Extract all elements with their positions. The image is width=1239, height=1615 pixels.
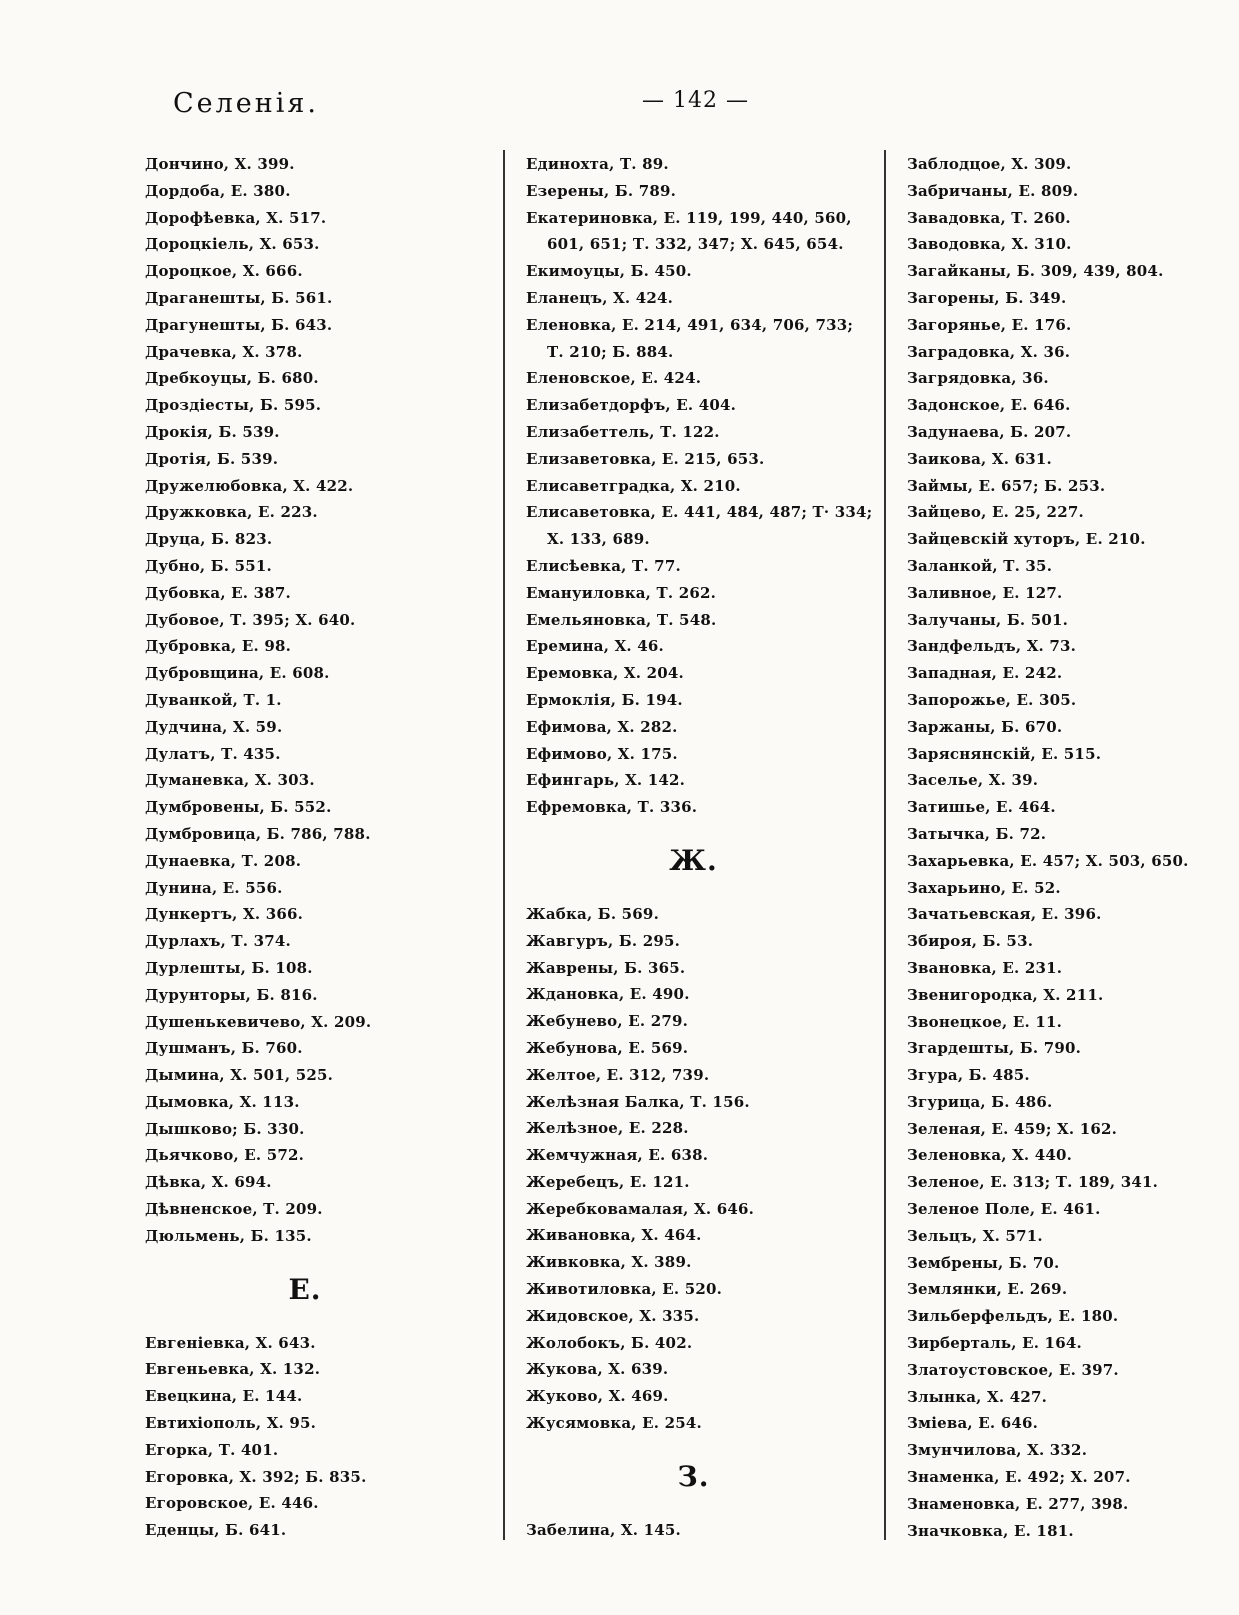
index-entry: Загорянье, Е. 176.: [907, 315, 1072, 334]
index-entry: Зачатьевская, Е. 396.: [907, 905, 1102, 924]
index-entry: Зеленое, Е. 313; Т. 189, 341.: [907, 1173, 1159, 1192]
index-entry: Златоустовское, Е. 397.: [907, 1360, 1119, 1379]
index-entry: Заикова, Х. 631.: [907, 449, 1052, 468]
index-entry: Дурлахъ, Т. 374.: [145, 932, 291, 951]
letter-heading: З.: [677, 1459, 710, 1493]
column-divider-left: [503, 150, 505, 1540]
index-entry: Дуванкой, Т. 1.: [145, 690, 282, 709]
section-title: Селенія.: [173, 88, 320, 119]
index-column-2: [526, 151, 871, 1544]
index-entry: Захарьевка, Е. 457; Х. 503, 650.: [907, 851, 1189, 870]
index-entry: Забричаны, Е. 809.: [907, 181, 1079, 200]
index-entry: Загайканы, Б. 309, 439, 804.: [907, 262, 1164, 281]
index-entry: Залучаны, Б. 501.: [907, 610, 1069, 629]
index-entry: Зеленая, Е. 459; Х. 162.: [907, 1119, 1118, 1138]
index-entry: Емельяновка, Т. 548.: [526, 610, 717, 629]
index-entry: Жолобокъ, Б. 402.: [526, 1333, 693, 1352]
index-entry: Желѣзная Балка, Т. 156.: [526, 1092, 750, 1111]
index-entry: Згурица, Б. 486.: [907, 1092, 1053, 1111]
index-entry: Ермоклія, Б. 194.: [526, 690, 683, 709]
index-entry: Знаменка, Е. 492; Х. 207.: [907, 1468, 1131, 1487]
index-entry: Дребкоуцы, Б. 680.: [145, 369, 319, 388]
index-entry: Загорены, Б. 349.: [907, 288, 1067, 307]
index-entry: Елизаветовка, Е. 215, 653.: [526, 449, 765, 468]
index-entry: Жеребковамалая, Х. 646.: [526, 1199, 755, 1218]
index-entry: Жабка, Б. 569.: [526, 904, 659, 923]
index-entry: Емануиловка, Т. 262.: [526, 583, 717, 602]
index-entry: Дубно, Б. 551.: [145, 556, 272, 575]
index-entry: Дудчина, Х. 59.: [145, 717, 283, 736]
index-entry: Жидовское, Х. 335.: [526, 1306, 700, 1325]
index-entry: Драганешты, Б. 561.: [145, 288, 333, 307]
index-entry: Збироя, Б. 53.: [907, 932, 1034, 951]
index-entry: Дулатъ, Т. 435.: [145, 744, 281, 763]
index-entry: Желтое, Е. 312, 739.: [526, 1065, 710, 1084]
index-entry: Зельцъ, Х. 571.: [907, 1226, 1043, 1245]
index-entry: Зирберталь, Е. 164.: [907, 1334, 1082, 1353]
index-entry: Дымовка, Х. 113.: [145, 1092, 300, 1111]
index-entry: Затишье, Е. 464.: [907, 798, 1056, 817]
index-entry: Живковка, Х. 389.: [526, 1253, 692, 1272]
column-divider-right: [884, 150, 886, 1540]
index-entry: Евецкина, Е. 144.: [145, 1387, 303, 1406]
index-entry: Зембрены, Б. 70.: [907, 1253, 1060, 1272]
index-entry: Згура, Б. 485.: [907, 1066, 1030, 1085]
index-entry: Зайцевскій хуторъ, Е. 210.: [907, 530, 1146, 549]
index-entry: Ефимова, Х. 282.: [526, 717, 678, 736]
index-entry: Запорожье, Е. 305.: [907, 690, 1077, 709]
index-entry: Ефремовка, Т. 336.: [526, 798, 698, 817]
index-entry: Желѣзное, Е. 228.: [526, 1119, 689, 1138]
index-entry: Дроздіесты, Б. 595.: [145, 396, 322, 415]
index-entry: Жавгуръ, Б. 295.: [526, 931, 681, 950]
index-entry: Ефимово, Х. 175.: [526, 744, 678, 763]
index-entry: Драчевка, Х. 378.: [145, 342, 303, 361]
index-entry: Дунина, Е. 556.: [145, 878, 283, 897]
index-entry: Елисаветовка, Е. 441, 484, 487; Т· 334;: [526, 503, 873, 522]
index-entry: Значковка, Е. 181.: [907, 1521, 1074, 1540]
index-entry: Еденцы, Б. 641.: [145, 1521, 287, 1540]
letter-heading: Ж.: [669, 843, 718, 877]
index-entry: Заводовка, Х. 310.: [907, 235, 1072, 254]
index-entry: Еланецъ, Х. 424.: [526, 288, 674, 307]
index-entry: Жаврены, Б. 365.: [526, 958, 686, 977]
index-entry: Думбровены, Б. 552.: [145, 798, 332, 817]
index-entry: Елизабеттель, Т. 122.: [526, 422, 720, 441]
index-entry: Егоровское, Е. 446.: [145, 1494, 319, 1513]
index-entry: Звенигородка, Х. 211.: [907, 985, 1104, 1004]
index-entry: Дончино, Х. 399.: [145, 155, 295, 173]
index-entry: Зильберфельдъ, Е. 180.: [907, 1307, 1119, 1326]
index-entry: Екатериновка, Е. 119, 199, 440, 560,: [526, 208, 852, 227]
index-entry: Дружковка, Е. 223.: [145, 503, 318, 522]
index-entry: Завадовка, Т. 260.: [907, 208, 1071, 227]
index-entry: Жебунево, Е. 279.: [526, 1012, 689, 1031]
index-entry: Дороцкіель, Х. 653.: [145, 235, 320, 254]
index-entry: Зеленовка, Х. 440.: [907, 1146, 1073, 1165]
index-entry: Заржаны, Б. 670.: [907, 717, 1063, 736]
index-entry: Загрядовка, 36.: [907, 369, 1049, 388]
index-entry: Еремина, Х. 46.: [526, 637, 664, 656]
index-entry: Зміева, Е. 646.: [907, 1414, 1039, 1433]
index-entry: Душенькевичево, Х. 209.: [145, 1012, 372, 1031]
index-entry: Зандфельдъ, Х. 73.: [907, 637, 1077, 656]
index-entry: Забелина, Х. 145.: [526, 1520, 681, 1539]
index-entry: Жусямовка, Е. 254.: [526, 1414, 702, 1433]
index-entry: Звановка, Е. 231.: [907, 958, 1063, 977]
index-entry: Дорофѣевка, Х. 517.: [145, 208, 327, 227]
index-entry: Дьячково, Е. 572.: [145, 1146, 305, 1165]
index-entry: Зеленое Поле, Е. 461.: [907, 1200, 1101, 1219]
page-number: — 142 —: [642, 88, 749, 113]
index-entry: Екимоуцы, Б. 450.: [526, 262, 692, 281]
index-column-3: [907, 151, 1227, 1544]
index-column-1: [145, 151, 485, 1544]
index-entry: Жуково, Х. 469.: [526, 1387, 669, 1406]
index-entry: Дротія, Б. 539.: [145, 449, 279, 468]
index-entry: Звонецкое, Е. 11.: [907, 1012, 1063, 1031]
index-entry: Еленовское, Е. 424.: [526, 369, 702, 388]
index-entry: Дрокія, Б. 539.: [145, 422, 280, 441]
index-entry: Заряснянскій, Е. 515.: [907, 744, 1102, 763]
index-entry: Займы, Е. 657; Б. 253.: [907, 476, 1106, 495]
index-entry: Ждановка, Е. 490.: [526, 985, 690, 1004]
index-entry: Елисаветградка, Х. 210.: [526, 476, 741, 495]
index-entry: Дурунторы, Б. 816.: [145, 985, 318, 1004]
index-entry: Заградовка, Х. 36.: [907, 342, 1071, 361]
index-entry: Езерены, Б. 789.: [526, 181, 677, 200]
index-entry: Задонское, Е. 646.: [907, 396, 1071, 415]
index-entry: Евгеньевка, Х. 132.: [145, 1360, 321, 1379]
index-entry-continuation: Т. 210; Б. 884.: [547, 342, 674, 361]
index-entry: Дункертъ, Х. 366.: [145, 905, 304, 924]
index-entry: Заливное, Е. 127.: [907, 583, 1063, 602]
index-entry: Дюльмень, Б. 135.: [145, 1226, 312, 1245]
index-entry-continuation: Х. 133, 689.: [547, 530, 650, 549]
index-entry: Дымина, Х. 501, 525.: [145, 1066, 334, 1085]
index-entry: Дубовка, Е. 387.: [145, 583, 291, 602]
index-entry: Жебунова, Е. 569.: [526, 1038, 689, 1057]
index-entry: Ефингарь, Х. 142.: [526, 771, 686, 790]
index-entry: Заблодцое, Х. 309.: [907, 155, 1072, 173]
index-entry: Еленовка, Е. 214, 491, 634, 706, 733;: [526, 315, 854, 334]
index-entry: Дѣвненское, Т. 209.: [145, 1200, 323, 1219]
index-entry: Жукова, Х. 639.: [526, 1360, 669, 1379]
index-entry: Дѣвка, Х. 694.: [145, 1173, 272, 1192]
index-entry: Злынка, Х. 427.: [907, 1387, 1048, 1406]
index-entry: Затычка, Б. 72.: [907, 824, 1047, 843]
index-entry: Заселье, Х. 39.: [907, 771, 1039, 790]
index-entry: Дунаевка, Т. 208.: [145, 851, 302, 870]
index-entry: Живановка, Х. 464.: [526, 1226, 702, 1245]
index-entry: Животиловка, Е. 520.: [526, 1280, 723, 1299]
index-entry: Дороцкое, Х. 666.: [145, 262, 303, 281]
index-entry: Знаменовка, Е. 277, 398.: [907, 1494, 1129, 1513]
index-entry: Захарьино, Е. 52.: [907, 878, 1061, 897]
index-entry: Думбровица, Б. 786, 788.: [145, 824, 371, 843]
index-entry: Дубровка, Е. 98.: [145, 637, 292, 656]
index-entry: Единохта, Т. 89.: [526, 155, 669, 173]
index-entry: Дордоба, Е. 380.: [145, 181, 291, 200]
index-entry: Егорка, Т. 401.: [145, 1440, 279, 1459]
index-entry: Думаневка, Х. 303.: [145, 771, 315, 790]
index-entry: Жемчужная, Е. 638.: [526, 1146, 709, 1165]
index-entry: Елисѣевка, Т. 77.: [526, 556, 681, 575]
index-entry: Елизабетдорфъ, Е. 404.: [526, 396, 737, 415]
index-entry: Дурлешты, Б. 108.: [145, 958, 313, 977]
index-entry: Евтихіополь, Х. 95.: [145, 1414, 317, 1433]
index-entry: Еремовка, Х. 204.: [526, 664, 684, 683]
index-entry: Дышково; Б. 330.: [145, 1119, 305, 1138]
index-entry: Душманъ, Б. 760.: [145, 1039, 303, 1058]
index-entry: Евгеніевка, Х. 643.: [145, 1333, 316, 1352]
letter-heading: Е.: [288, 1272, 322, 1306]
index-entry: Змунчилова, Х. 332.: [907, 1441, 1088, 1460]
index-entry: Дубровщина, Е. 608.: [145, 664, 330, 683]
index-entry-continuation: 601, 651; Т. 332, 347; Х. 645, 654.: [547, 235, 844, 254]
index-entry: Дубовое, Т. 395; Х. 640.: [145, 610, 356, 629]
index-entry: Жеребецъ, Е. 121.: [526, 1172, 690, 1191]
index-entry: Задунаева, Б. 207.: [907, 422, 1072, 441]
index-entry: Зайцево, Е. 25, 227.: [907, 503, 1084, 522]
index-entry: Згардешты, Б. 790.: [907, 1039, 1082, 1058]
index-entry: Заланкой, Т. 35.: [907, 556, 1053, 575]
index-entry: Драгунешты, Б. 643.: [145, 315, 333, 334]
index-entry: Землянки, Е. 269.: [907, 1280, 1068, 1299]
index-entry: Западная, Е. 242.: [907, 664, 1063, 683]
index-entry: Егоровка, Х. 392; Б. 835.: [145, 1467, 367, 1486]
index-entry: Дружелюбовка, Х. 422.: [145, 476, 354, 495]
index-entry: Друца, Б. 823.: [145, 530, 273, 549]
